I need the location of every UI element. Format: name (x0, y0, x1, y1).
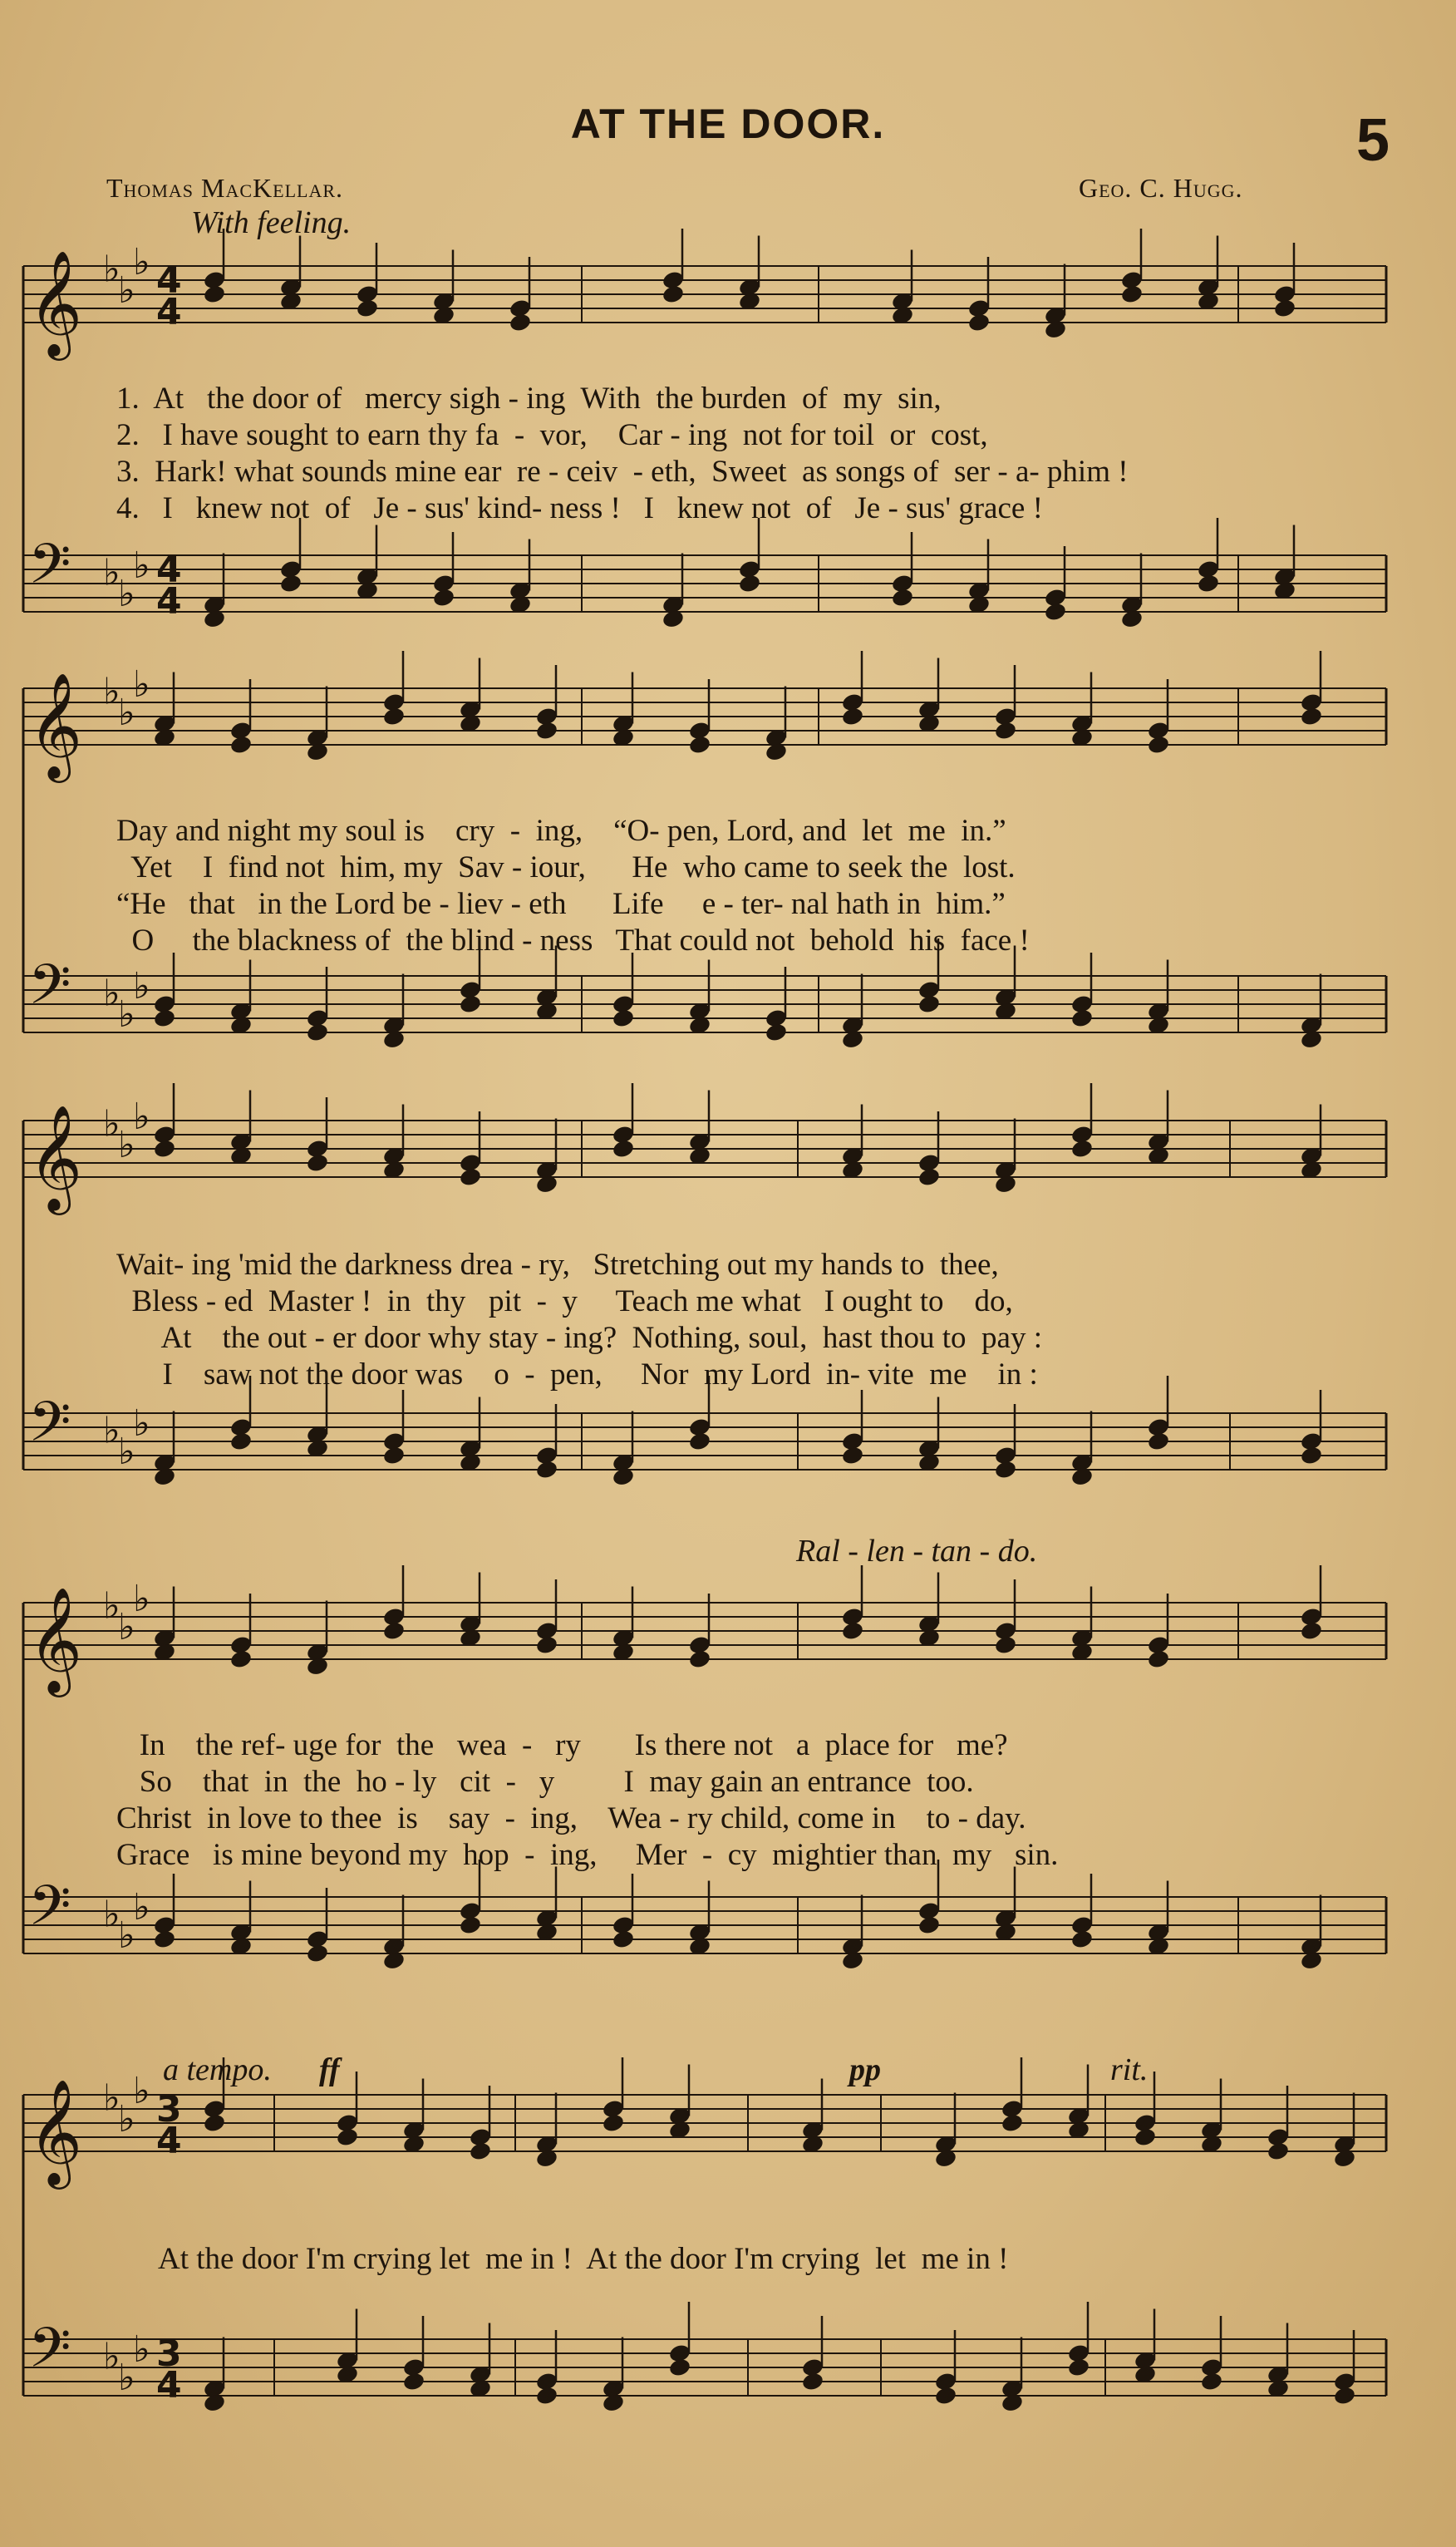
note-head (994, 1459, 1018, 1480)
note-head (1001, 2112, 1025, 2133)
note-head (967, 312, 991, 333)
time-signature-bottom: 4 (156, 2364, 182, 2407)
flat-sign: ♭ (118, 692, 135, 734)
verse-line: O the blackness of the blind - ness That could not behold his face ! (116, 924, 1030, 958)
bass-clef: 𝄢 (28, 2316, 71, 2393)
flat-sign: ♭ (133, 965, 150, 1007)
note-head (306, 1152, 330, 1173)
bass-clef: 𝄢 (28, 1390, 71, 1467)
note-head (229, 1648, 253, 1669)
treble-clef: 𝄞 (28, 1586, 83, 1692)
verse-line: Day and night my soul is cry - ing, “O- pen, Lord, and let me in.” (116, 814, 1006, 848)
verse-line: Bless - ed Master ! in thy pit - y Teach me what I ought to do, (116, 1284, 1013, 1318)
note-head (1267, 2141, 1291, 2161)
flat-sign: ♭ (133, 1402, 150, 1445)
verse-line: 2. I have sought to earn thy fa - vor, Car - ing not for toil or cost, (116, 418, 988, 452)
note-head (356, 298, 380, 318)
bass-clef: 𝄢 (28, 953, 71, 1030)
flat-sign: ♭ (118, 1606, 135, 1648)
flat-sign: ♭ (103, 2077, 121, 2120)
note-head (203, 2112, 227, 2133)
note-head (688, 1431, 712, 1451)
note-head (459, 993, 483, 1014)
note-head (1070, 1929, 1094, 1949)
note-head (1200, 2371, 1224, 2392)
note-head (1300, 706, 1324, 727)
flat-sign: ♭ (103, 1584, 121, 1628)
note-head (994, 720, 1018, 741)
note-head (688, 1648, 712, 1669)
note-head (459, 1914, 483, 1935)
tempo-marking: With feeling. (191, 205, 352, 240)
note-head (535, 720, 559, 741)
verse-line: Wait- ing 'mid the darkness drea - ry, Stretching out my hands to thee, (116, 1248, 999, 1282)
flat-sign: ♭ (118, 1914, 135, 1957)
flat-sign: ♭ (118, 993, 135, 1036)
note-head (917, 993, 942, 1014)
note-head (229, 734, 253, 755)
verse-line: Christ in love to thee is say - ing, Wea - ry child, come in to - day. (116, 1801, 1026, 1835)
rit-direction: rit. (1110, 2052, 1149, 2087)
time-signature-top: 4 (156, 259, 182, 302)
verse-line: So that in the ho - ly cit - y I may gain an entrance too. (116, 1765, 974, 1799)
flat-sign: ♭ (118, 1124, 135, 1166)
note-head (1197, 573, 1221, 594)
note-head (1300, 1445, 1324, 1466)
flat-sign: ♭ (133, 2070, 150, 2112)
time-signature-bottom: 4 (156, 2120, 182, 2162)
time-signature-bottom: 4 (156, 580, 182, 623)
lyricist: Thomas MacKellar. (106, 173, 344, 203)
verse-line: 3. Hark! what sounds mine ear re - ceiv - eth, Sweet as songs of ser - a- phim ! (116, 455, 1129, 489)
note-head (306, 1943, 330, 1963)
note-head (612, 1007, 636, 1028)
note-head (602, 2112, 626, 2133)
note-head (1134, 2126, 1158, 2147)
treble-clef: 𝄞 (28, 1104, 83, 1210)
note-head (509, 312, 533, 333)
note-head (382, 1620, 406, 1641)
verse-line: 4. I knew not of Je - sus' kind- ness ! I knew not of Je - sus' grace ! (116, 491, 1043, 525)
flat-sign: ♭ (118, 1431, 135, 1473)
verse-line: In the ref- uge for the wea - ry Is there not a place for me? (116, 1728, 1008, 1762)
time-signature-top: 3 (156, 2088, 182, 2131)
bass-clef: 𝄢 (28, 532, 71, 609)
rallentando-direction: Ral - len - tan - do. (796, 1534, 1038, 1569)
verse-line: At the out - er door why stay - ing? Nothing, soul, hast thou to pay : (116, 1321, 1042, 1355)
flat-sign: ♭ (103, 2335, 121, 2378)
note-head (841, 1620, 865, 1641)
note-head (382, 1445, 406, 1466)
note-head (306, 1022, 330, 1042)
note-head (432, 587, 456, 608)
flat-sign: ♭ (103, 670, 121, 713)
bass-clef: 𝄢 (28, 1874, 71, 1951)
note-head (1300, 1620, 1324, 1641)
note-head (1070, 1007, 1094, 1028)
note-head (994, 1634, 1018, 1655)
note-head (153, 1138, 177, 1159)
hymn-title: AT THE DOOR. (570, 101, 886, 147)
note-head (336, 2126, 360, 2147)
flat-sign: ♭ (103, 248, 121, 291)
verse-line: Grace is mine beyond my hop - ing, Mer - cy mightier than my sin. (116, 1838, 1059, 1872)
note-head (1067, 2357, 1091, 2377)
flat-sign: ♭ (103, 972, 121, 1015)
verse-system-4 (116, 1727, 1058, 1874)
time-signature-bottom: 4 (156, 291, 182, 333)
treble-clef: 𝄞 (28, 2078, 83, 2185)
flat-sign: ♭ (118, 573, 135, 615)
flat-sign: ♭ (133, 1096, 150, 1138)
verse-system-3 (116, 1247, 1042, 1393)
note-head (841, 1445, 865, 1466)
flat-sign: ♭ (133, 663, 150, 706)
verse-line: “He that in the Lord be - liev - eth Life e - ter- nal hath in him.” (116, 887, 1006, 921)
note-head (279, 573, 303, 594)
note-head (934, 2385, 958, 2406)
note-head (535, 1634, 559, 1655)
note-head (229, 1431, 253, 1451)
note-head (153, 1929, 177, 1949)
flat-sign: ♭ (103, 1409, 121, 1452)
note-head (765, 1022, 789, 1042)
note-head (1044, 601, 1068, 622)
time-signature-top: 3 (156, 2333, 182, 2375)
flat-sign: ♭ (103, 1102, 121, 1145)
note-head (382, 706, 406, 727)
treble-clef: 𝄞 (28, 672, 83, 778)
time-signature-top: 4 (156, 549, 182, 591)
verse-line: I saw not the door was o - pen, Nor my Lord in- vite me in : (116, 1357, 1038, 1392)
note-head (535, 1459, 559, 1480)
note-head (891, 587, 915, 608)
note-head (612, 1138, 636, 1159)
note-head (1273, 298, 1297, 318)
note-head (738, 573, 762, 594)
chorus-lyrics: At the door I'm crying let me in ! At the door I'm crying let me in ! (158, 2242, 1009, 2276)
note-head (535, 2385, 559, 2406)
note-head (917, 1166, 942, 1187)
note-head (1147, 734, 1171, 755)
note-head (459, 1166, 483, 1187)
note-head (153, 1007, 177, 1028)
note-head (1120, 283, 1144, 304)
verse-system-2 (116, 813, 1030, 959)
note-head (612, 1929, 636, 1949)
note-head (402, 2371, 426, 2392)
page-number: 5 (1356, 107, 1390, 174)
a-tempo-direction: a tempo. (163, 2052, 272, 2087)
flat-sign: ♭ (103, 1893, 121, 1936)
flat-sign: ♭ (118, 2098, 135, 2141)
note-head (917, 1914, 942, 1935)
note-head (841, 706, 865, 727)
ff-dynamic: ff (319, 2052, 340, 2087)
verse-line: 1. At the door of mercy sigh - ing With the burden of my sin, (116, 382, 942, 416)
flat-sign: ♭ (133, 241, 150, 283)
flat-sign: ♭ (133, 1886, 150, 1929)
note-head (1147, 1648, 1171, 1669)
note-head (1333, 2385, 1357, 2406)
note-head (662, 283, 686, 304)
flat-sign: ♭ (133, 1578, 150, 1620)
treble-clef: 𝄞 (28, 249, 83, 356)
flat-sign: ♭ (118, 2357, 135, 2399)
note-head (668, 2357, 692, 2377)
pp-dynamic: pp (849, 2052, 881, 2087)
verse-system-1 (116, 381, 1129, 527)
note-head (801, 2371, 825, 2392)
note-head (1147, 1431, 1171, 1451)
note-head (469, 2141, 493, 2161)
composer: Geo. C. Hugg. (1079, 173, 1243, 203)
note-head (203, 283, 227, 304)
flat-sign: ♭ (133, 544, 150, 587)
flat-sign: ♭ (103, 551, 121, 594)
note-head (688, 734, 712, 755)
flat-sign: ♭ (133, 2328, 150, 2371)
flat-sign: ♭ (118, 269, 135, 312)
note-head (1070, 1138, 1094, 1159)
verse-line: Yet I find not him, my Sav - iour, He who came to seek the lost. (116, 850, 1016, 884)
